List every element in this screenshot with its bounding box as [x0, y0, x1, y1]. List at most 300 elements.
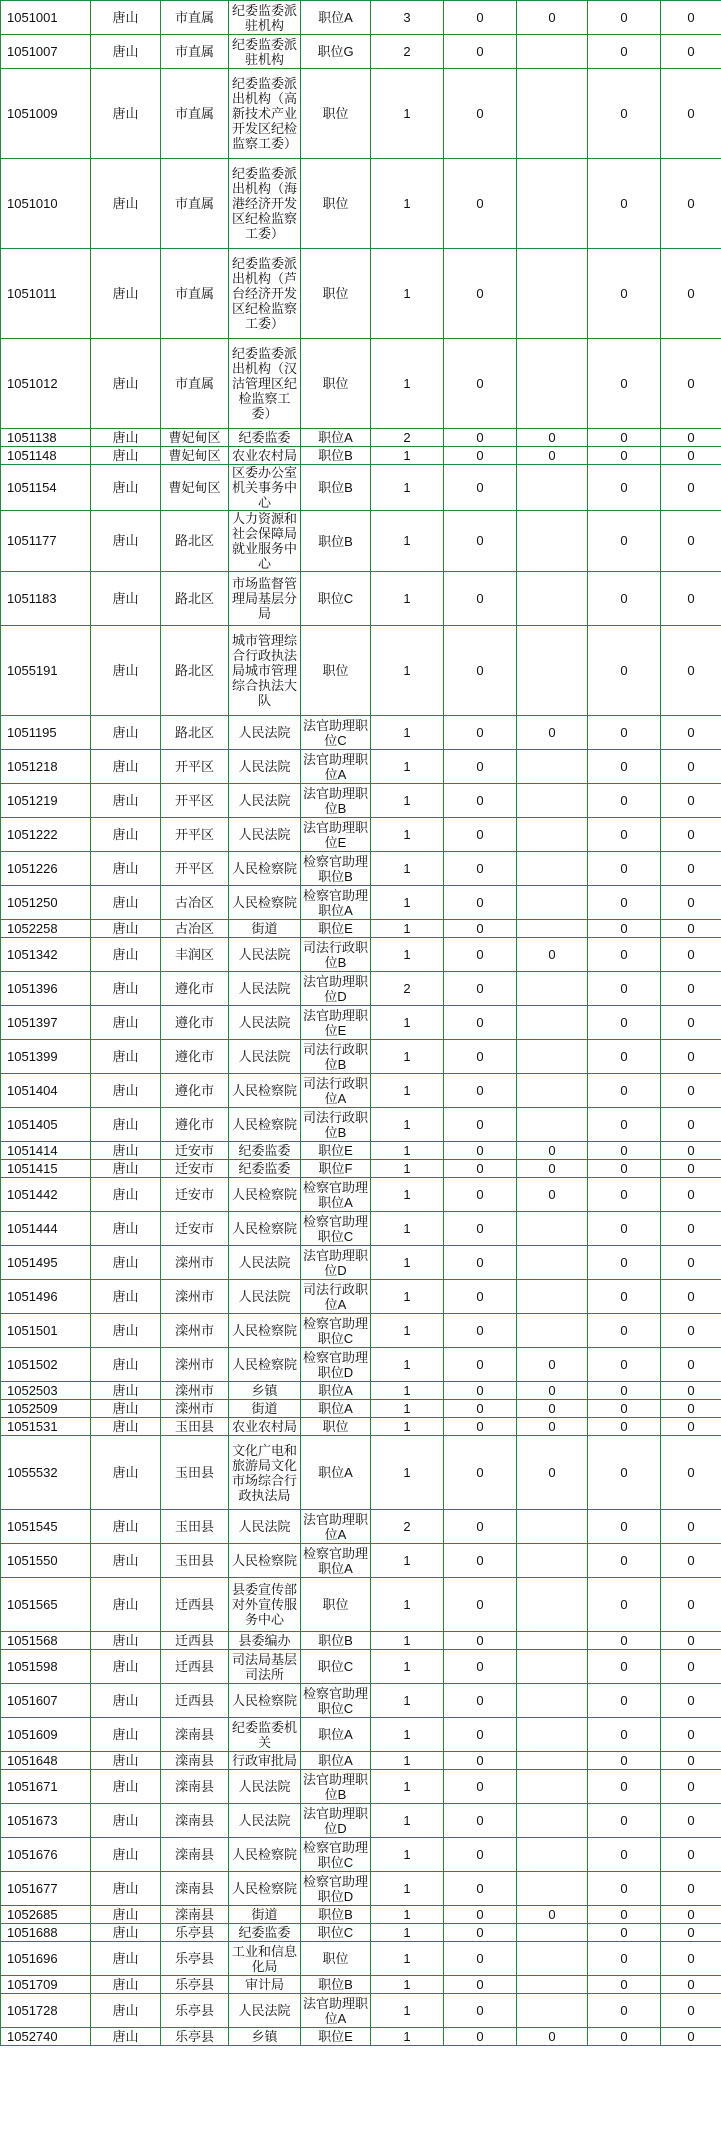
cell-city: 唐山	[91, 1400, 161, 1418]
cell-unit: 人民检察院	[229, 1108, 301, 1142]
cell-unit: 街道	[229, 920, 301, 938]
cell-col-a: 0	[444, 1280, 517, 1314]
cell-position: 职位G	[301, 35, 371, 69]
cell-col-c: 0	[588, 920, 661, 938]
cell-col-c: 0	[588, 1382, 661, 1400]
cell-city: 唐山	[91, 886, 161, 920]
cell-code: 1051671	[1, 1770, 91, 1804]
table-row	[1, 1280, 721, 1314]
cell-col-d: 0	[661, 716, 721, 750]
cell-city: 唐山	[91, 159, 161, 249]
table-row	[1, 1212, 721, 1246]
cell-code: 1051568	[1, 1632, 91, 1650]
cell-position: 法官助理职位B	[301, 784, 371, 818]
cell-col-a: 0	[444, 159, 517, 249]
cell-col-d: 0	[661, 972, 721, 1006]
cell-col-b	[517, 1108, 588, 1142]
cell-code: 1051404	[1, 1074, 91, 1108]
cell-quota: 1	[371, 1906, 444, 1924]
cell-city: 唐山	[91, 572, 161, 626]
cell-col-d: 0	[661, 938, 721, 972]
cell-col-a: 0	[444, 1684, 517, 1718]
cell-city: 唐山	[91, 1544, 161, 1578]
cell-city: 唐山	[91, 1942, 161, 1976]
cell-col-d: 0	[661, 1872, 721, 1906]
cell-col-d: 0	[661, 159, 721, 249]
cell-quota: 1	[371, 1160, 444, 1178]
cell-district: 滦南县	[161, 1770, 229, 1804]
cell-unit: 人民法院	[229, 938, 301, 972]
cell-col-d: 0	[661, 1, 721, 35]
cell-city: 唐山	[91, 1684, 161, 1718]
cell-unit: 文化广电和旅游局文化市场综合行政执法局	[229, 1436, 301, 1510]
cell-position: 检察官助理职位C	[301, 1314, 371, 1348]
cell-col-a: 0	[444, 1418, 517, 1436]
cell-col-c: 0	[588, 1314, 661, 1348]
cell-col-c: 0	[588, 1718, 661, 1752]
cell-col-a: 0	[444, 1436, 517, 1510]
cell-city: 唐山	[91, 1418, 161, 1436]
cell-col-b: 0	[517, 1178, 588, 1212]
cell-code: 1051676	[1, 1838, 91, 1872]
table-row	[1, 1178, 721, 1212]
cell-col-b: 0	[517, 1382, 588, 1400]
cell-col-b	[517, 159, 588, 249]
cell-unit: 人民法院	[229, 1510, 301, 1544]
cell-district: 迁西县	[161, 1632, 229, 1650]
cell-col-a: 0	[444, 1718, 517, 1752]
cell-quota: 1	[371, 1280, 444, 1314]
cell-col-c: 0	[588, 1040, 661, 1074]
cell-district: 曹妃甸区	[161, 447, 229, 465]
cell-col-c: 0	[588, 35, 661, 69]
cell-city: 唐山	[91, 1314, 161, 1348]
cell-city: 唐山	[91, 716, 161, 750]
cell-code: 1051709	[1, 1976, 91, 1994]
cell-col-d: 0	[661, 1632, 721, 1650]
table-row	[1, 1436, 721, 1510]
cell-district: 乐亭县	[161, 2028, 229, 2046]
table-row	[1, 1976, 721, 1994]
cell-code: 1051502	[1, 1348, 91, 1382]
cell-col-d: 0	[661, 1838, 721, 1872]
cell-col-b	[517, 1544, 588, 1578]
cell-code: 1051598	[1, 1650, 91, 1684]
cell-col-c: 0	[588, 1994, 661, 2028]
cell-city: 唐山	[91, 972, 161, 1006]
cell-col-b: 0	[517, 1160, 588, 1178]
cell-quota: 1	[371, 1632, 444, 1650]
table-row	[1, 249, 721, 339]
cell-district: 市直属	[161, 69, 229, 159]
cell-quota: 1	[371, 1578, 444, 1632]
table-row	[1, 852, 721, 886]
table-row	[1, 1108, 721, 1142]
cell-city: 唐山	[91, 249, 161, 339]
cell-quota: 1	[371, 1650, 444, 1684]
cell-col-b	[517, 784, 588, 818]
cell-position: 职位	[301, 1578, 371, 1632]
cell-col-d: 0	[661, 1348, 721, 1382]
cell-quota: 3	[371, 1, 444, 35]
cell-city: 唐山	[91, 1074, 161, 1108]
cell-col-b	[517, 1872, 588, 1906]
cell-col-a: 0	[444, 429, 517, 447]
cell-district: 市直属	[161, 1, 229, 35]
cell-code: 1055191	[1, 626, 91, 716]
cell-col-a: 0	[444, 886, 517, 920]
cell-col-a: 0	[444, 1040, 517, 1074]
cell-unit: 人民法院	[229, 1804, 301, 1838]
cell-quota: 1	[371, 1838, 444, 1872]
cell-city: 唐山	[91, 784, 161, 818]
table-row	[1, 1418, 721, 1436]
cell-col-d: 0	[661, 1650, 721, 1684]
cell-quota: 1	[371, 1436, 444, 1510]
cell-unit: 人民法院	[229, 784, 301, 818]
cell-district: 路北区	[161, 626, 229, 716]
cell-col-b	[517, 1314, 588, 1348]
cell-col-d: 0	[661, 1510, 721, 1544]
cell-col-b	[517, 1632, 588, 1650]
cell-unit: 街道	[229, 1906, 301, 1924]
cell-position: 职位A	[301, 1, 371, 35]
cell-col-a: 0	[444, 69, 517, 159]
cell-position: 职位A	[301, 429, 371, 447]
table-row	[1, 1718, 721, 1752]
cell-unit: 纪委监委机关	[229, 1718, 301, 1752]
cell-code: 1051218	[1, 750, 91, 784]
cell-position: 职位	[301, 249, 371, 339]
cell-code: 1051009	[1, 69, 91, 159]
cell-col-d: 0	[661, 1924, 721, 1942]
cell-position: 检察官助理职位C	[301, 1212, 371, 1246]
cell-quota: 1	[371, 1872, 444, 1906]
cell-col-d: 0	[661, 1770, 721, 1804]
table-row	[1, 1804, 721, 1838]
cell-unit: 人力资源和社会保障局就业服务中心	[229, 511, 301, 572]
cell-position: 职位B	[301, 1976, 371, 1994]
cell-col-d: 0	[661, 1436, 721, 1510]
cell-unit: 人民检察院	[229, 1212, 301, 1246]
cell-col-a: 0	[444, 852, 517, 886]
cell-code: 1051501	[1, 1314, 91, 1348]
cell-col-c: 0	[588, 511, 661, 572]
cell-code: 1051342	[1, 938, 91, 972]
cell-col-a: 0	[444, 1510, 517, 1544]
cell-code: 1051219	[1, 784, 91, 818]
cell-district: 乐亭县	[161, 1994, 229, 2028]
cell-district: 开平区	[161, 784, 229, 818]
cell-col-b	[517, 1510, 588, 1544]
cell-district: 玉田县	[161, 1436, 229, 1510]
cell-position: 检察官助理职位D	[301, 1872, 371, 1906]
cell-col-d: 0	[661, 852, 721, 886]
cell-district: 迁西县	[161, 1684, 229, 1718]
cell-col-d: 0	[661, 1578, 721, 1632]
cell-city: 唐山	[91, 1382, 161, 1400]
cell-district: 乐亭县	[161, 1924, 229, 1942]
cell-col-c: 0	[588, 1108, 661, 1142]
cell-col-a: 0	[444, 972, 517, 1006]
cell-code: 1051399	[1, 1040, 91, 1074]
cell-district: 滦南县	[161, 1838, 229, 1872]
cell-unit: 人民检察院	[229, 1544, 301, 1578]
cell-unit: 纪委监委派出机构（高新技术产业开发区纪检监察工委）	[229, 69, 301, 159]
cell-unit: 县委编办	[229, 1632, 301, 1650]
cell-city: 唐山	[91, 1770, 161, 1804]
cell-col-c: 0	[588, 465, 661, 511]
cell-city: 唐山	[91, 626, 161, 716]
cell-col-c: 0	[588, 1544, 661, 1578]
table-row	[1, 1872, 721, 1906]
cell-city: 唐山	[91, 1212, 161, 1246]
cell-col-b	[517, 35, 588, 69]
table-row	[1, 1544, 721, 1578]
cell-code: 1051397	[1, 1006, 91, 1040]
cell-code: 1051673	[1, 1804, 91, 1838]
table-row	[1, 1942, 721, 1976]
cell-unit: 人民法院	[229, 716, 301, 750]
cell-col-c: 0	[588, 1074, 661, 1108]
cell-district: 遵化市	[161, 972, 229, 1006]
cell-code: 1051405	[1, 1108, 91, 1142]
cell-quota: 1	[371, 1178, 444, 1212]
cell-col-d: 0	[661, 1314, 721, 1348]
cell-unit: 纪委监委派出机构（海港经济开发区纪检监察工委）	[229, 159, 301, 249]
cell-position: 检察官助理职位A	[301, 886, 371, 920]
cell-col-d: 0	[661, 818, 721, 852]
cell-unit: 司法局基层司法所	[229, 1650, 301, 1684]
cell-col-b	[517, 886, 588, 920]
cell-unit: 纪委监委派驻机构	[229, 1, 301, 35]
cell-col-b	[517, 1246, 588, 1280]
cell-district: 滦南县	[161, 1804, 229, 1838]
cell-position: 检察官助理职位D	[301, 1348, 371, 1382]
cell-city: 唐山	[91, 1108, 161, 1142]
cell-code: 1055532	[1, 1436, 91, 1510]
cell-col-a: 0	[444, 1804, 517, 1838]
table-row	[1, 1906, 721, 1924]
cell-position: 职位B	[301, 447, 371, 465]
cell-col-a: 0	[444, 1108, 517, 1142]
table-row	[1, 1838, 721, 1872]
cell-city: 唐山	[91, 1752, 161, 1770]
cell-code: 1051531	[1, 1418, 91, 1436]
cell-position: 职位B	[301, 1632, 371, 1650]
cell-col-d: 0	[661, 339, 721, 429]
table-row	[1, 1510, 721, 1544]
cell-code: 1051442	[1, 1178, 91, 1212]
cell-unit: 人民法院	[229, 750, 301, 784]
cell-col-b	[517, 1994, 588, 2028]
cell-quota: 1	[371, 1418, 444, 1436]
cell-district: 滦州市	[161, 1382, 229, 1400]
cell-col-c: 0	[588, 1212, 661, 1246]
cell-city: 唐山	[91, 1578, 161, 1632]
cell-col-b	[517, 572, 588, 626]
cell-col-b	[517, 972, 588, 1006]
cell-city: 唐山	[91, 1246, 161, 1280]
cell-col-c: 0	[588, 750, 661, 784]
table-row	[1, 35, 721, 69]
cell-col-d: 0	[661, 447, 721, 465]
cell-col-d: 0	[661, 1212, 721, 1246]
table-row	[1, 159, 721, 249]
cell-position: 司法行政职位B	[301, 1108, 371, 1142]
cell-district: 遵化市	[161, 1074, 229, 1108]
cell-col-b	[517, 1280, 588, 1314]
cell-col-b: 0	[517, 1906, 588, 1924]
cell-district: 曹妃甸区	[161, 465, 229, 511]
cell-unit: 人民法院	[229, 1994, 301, 2028]
cell-position: 检察官助理职位A	[301, 1178, 371, 1212]
cell-position: 职位C	[301, 1924, 371, 1942]
cell-district: 市直属	[161, 35, 229, 69]
cell-col-d: 0	[661, 886, 721, 920]
cell-col-c: 0	[588, 1976, 661, 1994]
cell-district: 乐亭县	[161, 1942, 229, 1976]
cell-position: 职位F	[301, 1160, 371, 1178]
table-row	[1, 1578, 721, 1632]
cell-unit: 乡镇	[229, 2028, 301, 2046]
cell-district: 开平区	[161, 852, 229, 886]
cell-city: 唐山	[91, 818, 161, 852]
cell-quota: 1	[371, 920, 444, 938]
cell-col-a: 0	[444, 1752, 517, 1770]
cell-col-a: 0	[444, 447, 517, 465]
cell-col-b	[517, 1718, 588, 1752]
cell-district: 迁西县	[161, 1650, 229, 1684]
cell-quota: 1	[371, 249, 444, 339]
cell-col-c: 0	[588, 784, 661, 818]
table-row	[1, 1752, 721, 1770]
cell-code: 1051001	[1, 1, 91, 35]
table-body	[1, 1, 721, 2046]
cell-col-a: 0	[444, 465, 517, 511]
cell-unit: 人民法院	[229, 972, 301, 1006]
cell-city: 唐山	[91, 1718, 161, 1752]
cell-position: 司法行政职位B	[301, 1040, 371, 1074]
cell-col-d: 0	[661, 35, 721, 69]
table-row	[1, 1348, 721, 1382]
cell-col-a: 0	[444, 626, 517, 716]
table-row	[1, 1924, 721, 1942]
cell-col-d: 0	[661, 1142, 721, 1160]
cell-col-d: 0	[661, 1382, 721, 1400]
cell-unit: 人民法院	[229, 1770, 301, 1804]
cell-col-d: 0	[661, 1418, 721, 1436]
table-row	[1, 339, 721, 429]
cell-col-c: 0	[588, 249, 661, 339]
cell-col-b: 0	[517, 2028, 588, 2046]
cell-quota: 1	[371, 852, 444, 886]
cell-code: 1051444	[1, 1212, 91, 1246]
cell-col-a: 0	[444, 1906, 517, 1924]
cell-city: 唐山	[91, 511, 161, 572]
cell-district: 市直属	[161, 339, 229, 429]
cell-quota: 1	[371, 818, 444, 852]
cell-district: 玉田县	[161, 1418, 229, 1436]
table-row	[1, 784, 721, 818]
table-row	[1, 1246, 721, 1280]
cell-district: 遵化市	[161, 1108, 229, 1142]
cell-col-b	[517, 852, 588, 886]
cell-col-c: 0	[588, 1942, 661, 1976]
cell-unit: 乡镇	[229, 1382, 301, 1400]
cell-col-a: 0	[444, 1994, 517, 2028]
cell-col-a: 0	[444, 1348, 517, 1382]
cell-col-b	[517, 1578, 588, 1632]
cell-col-d: 0	[661, 1942, 721, 1976]
cell-col-c: 0	[588, 886, 661, 920]
cell-position: 职位	[301, 626, 371, 716]
cell-col-d: 0	[661, 1544, 721, 1578]
cell-quota: 1	[371, 159, 444, 249]
cell-code: 1051012	[1, 339, 91, 429]
cell-city: 唐山	[91, 1510, 161, 1544]
cell-col-c: 0	[588, 1578, 661, 1632]
cell-col-d: 0	[661, 1994, 721, 2028]
cell-col-a: 0	[444, 1544, 517, 1578]
cell-city: 唐山	[91, 69, 161, 159]
cell-district: 滦州市	[161, 1348, 229, 1382]
cell-col-b	[517, 1924, 588, 1942]
cell-quota: 2	[371, 35, 444, 69]
cell-unit: 区委办公室机关事务中心	[229, 465, 301, 511]
cell-col-b	[517, 1804, 588, 1838]
cell-col-c: 0	[588, 1142, 661, 1160]
cell-col-c: 0	[588, 1752, 661, 1770]
cell-district: 迁安市	[161, 1178, 229, 1212]
table-row	[1, 1632, 721, 1650]
cell-position: 职位A	[301, 1718, 371, 1752]
cell-col-c: 0	[588, 1348, 661, 1382]
cell-col-d: 0	[661, 1906, 721, 1924]
cell-col-b: 0	[517, 938, 588, 972]
cell-code: 1052503	[1, 1382, 91, 1400]
cell-city: 唐山	[91, 938, 161, 972]
cell-quota: 1	[371, 1804, 444, 1838]
cell-code: 1052740	[1, 2028, 91, 2046]
cell-col-b	[517, 1684, 588, 1718]
cell-col-b	[517, 511, 588, 572]
cell-code: 1052685	[1, 1906, 91, 1924]
cell-col-a: 0	[444, 511, 517, 572]
cell-col-d: 0	[661, 1752, 721, 1770]
table-row	[1, 465, 721, 511]
cell-code: 1051250	[1, 886, 91, 920]
cell-col-a: 0	[444, 1770, 517, 1804]
cell-district: 迁安市	[161, 1160, 229, 1178]
cell-col-c: 0	[588, 1436, 661, 1510]
cell-position: 职位	[301, 69, 371, 159]
cell-quota: 1	[371, 1074, 444, 1108]
cell-col-b	[517, 1752, 588, 1770]
cell-position: 职位	[301, 1418, 371, 1436]
cell-unit: 纪委监委派出机构（芦台经济开发区纪检监察工委）	[229, 249, 301, 339]
cell-city: 唐山	[91, 1994, 161, 2028]
cell-col-a: 0	[444, 35, 517, 69]
cell-position: 职位C	[301, 1650, 371, 1684]
cell-col-b: 0	[517, 1142, 588, 1160]
cell-position: 职位	[301, 159, 371, 249]
cell-position: 法官助理职位D	[301, 972, 371, 1006]
cell-code: 1051183	[1, 572, 91, 626]
cell-code: 1051148	[1, 447, 91, 465]
cell-col-d: 0	[661, 750, 721, 784]
cell-code: 1051154	[1, 465, 91, 511]
